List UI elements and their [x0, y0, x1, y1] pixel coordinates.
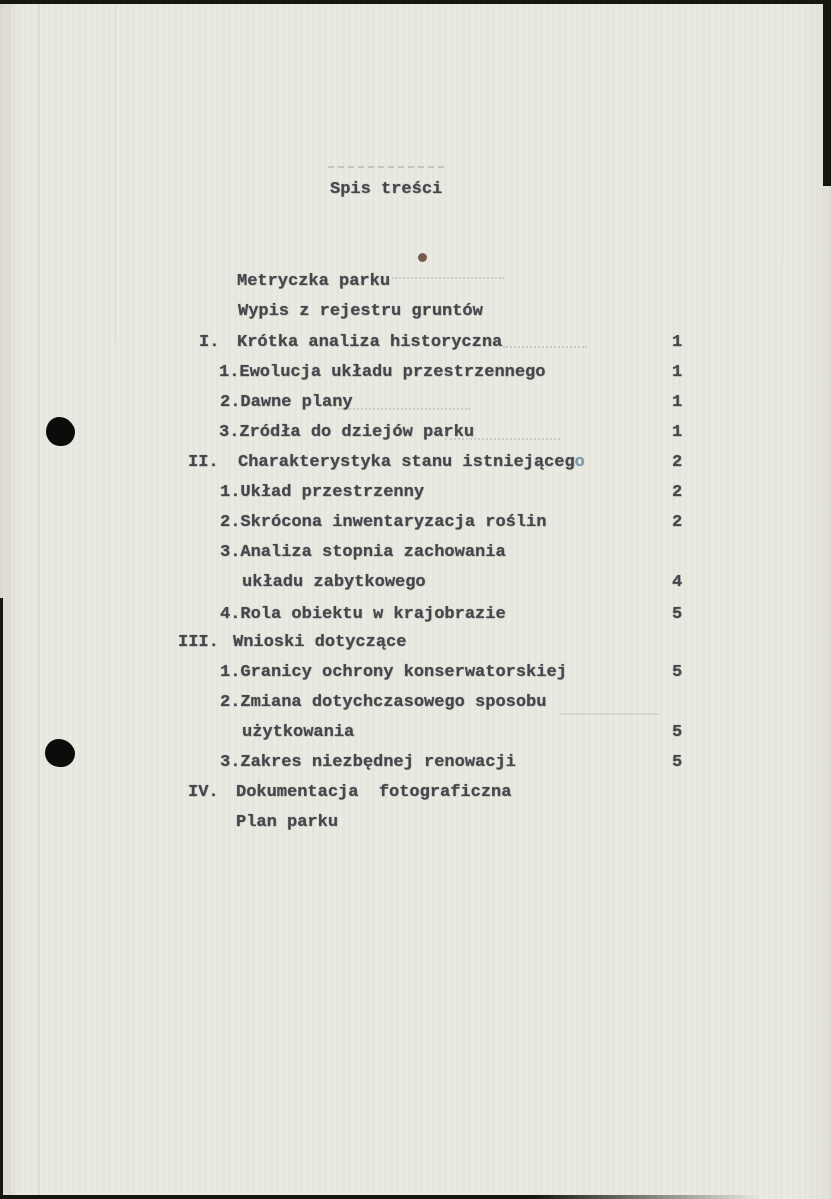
ink-stain — [418, 253, 427, 262]
toc-row-label: 3.Zródła do dziejów parku — [219, 423, 475, 442]
toc-row — [0, 572, 831, 594]
toc-row-label: 4.Rola obiektu w krajobrazie — [220, 605, 506, 624]
toc-row-page: 1 — [672, 423, 683, 442]
toc-row — [0, 632, 831, 654]
toc-row — [0, 662, 831, 684]
toc-row-label: 1.Układ przestrzenny — [220, 483, 425, 502]
toc-row — [0, 812, 831, 834]
page-title: Spis treści — [330, 180, 443, 199]
faint-dash-artifact — [328, 166, 444, 168]
scan-edge-right — [823, 0, 831, 186]
toc-row-label: układu zabytkowego — [242, 573, 426, 592]
toc-row-label: 1.Granicy ochrony konserwatorskiej — [220, 663, 567, 682]
scan-edge-left — [0, 598, 3, 1199]
toc-row-numeral: I. — [199, 333, 220, 352]
toc-row-label: Wnioski dotyczące — [233, 633, 407, 652]
toc-row — [0, 422, 831, 444]
toc-row-page: 5 — [672, 605, 683, 624]
toc-row-page: 5 — [672, 723, 683, 742]
toc-row-numeral: IV. — [188, 783, 219, 802]
crease-line — [783, 0, 784, 260]
toc-row-label: Dokumentacja fotograficzna — [236, 783, 512, 802]
scan-edge-top — [0, 0, 831, 4]
toc-row-label: 2.Dawne plany — [220, 393, 353, 412]
toc-row-label: 2.Zmiana dotychczasowego sposobu — [220, 693, 547, 712]
scan-edge-bottom — [0, 1195, 760, 1199]
toc-row-label: Wypis z rejestru gruntów — [238, 302, 483, 321]
toc-row — [0, 301, 831, 323]
corrected-letter: o — [574, 453, 585, 472]
toc-row-page: 5 — [672, 663, 683, 682]
toc-row — [0, 604, 831, 626]
toc-row-page: 5 — [672, 753, 683, 772]
toc-row-label — [238, 452, 585, 474]
toc-row — [0, 482, 831, 504]
toc-row — [0, 512, 831, 534]
toc-row-page: 1 — [672, 333, 683, 352]
toc-row — [0, 692, 831, 714]
toc-row-page: 1 — [672, 393, 683, 412]
toc-row — [0, 332, 831, 354]
toc-row-page: 2 — [672, 483, 683, 502]
crease-line — [9, 0, 10, 1199]
toc-row — [0, 362, 831, 384]
toc-row-numeral: III. — [178, 633, 219, 652]
toc-row-label: 3.Analiza stopnia zachowania — [220, 543, 506, 562]
toc-row — [0, 782, 831, 804]
toc-row — [0, 722, 831, 744]
toc-row-label: 1.Ewolucja układu przestrzennego — [219, 363, 546, 382]
crease-line — [38, 0, 40, 1199]
toc-row-page: 1 — [672, 363, 683, 382]
toc-row — [0, 752, 831, 774]
toc-row-label: Plan parku — [236, 813, 339, 832]
toc-row-label: użytkowania — [242, 723, 355, 742]
toc-row — [0, 392, 831, 414]
toc-row — [0, 452, 831, 474]
toc-row-page: 2 — [672, 513, 683, 532]
toc-row-page: 2 — [672, 453, 683, 472]
toc-row-label: Metryczka parku — [237, 272, 391, 291]
toc-row-label: 3.Zakres niezbędnej renowacji — [220, 753, 516, 772]
toc-row-label-text: Charakterystyka stanu istniejąceg — [238, 453, 575, 472]
toc-row — [0, 542, 831, 564]
toc-row-page: 4 — [672, 573, 683, 592]
toc-row-numeral: II. — [188, 453, 219, 472]
toc-row — [0, 271, 831, 293]
toc-row-label: Krótka analiza historyczna — [237, 333, 503, 352]
toc-row-label: 2.Skrócona inwentaryzacja roślin — [220, 513, 547, 532]
